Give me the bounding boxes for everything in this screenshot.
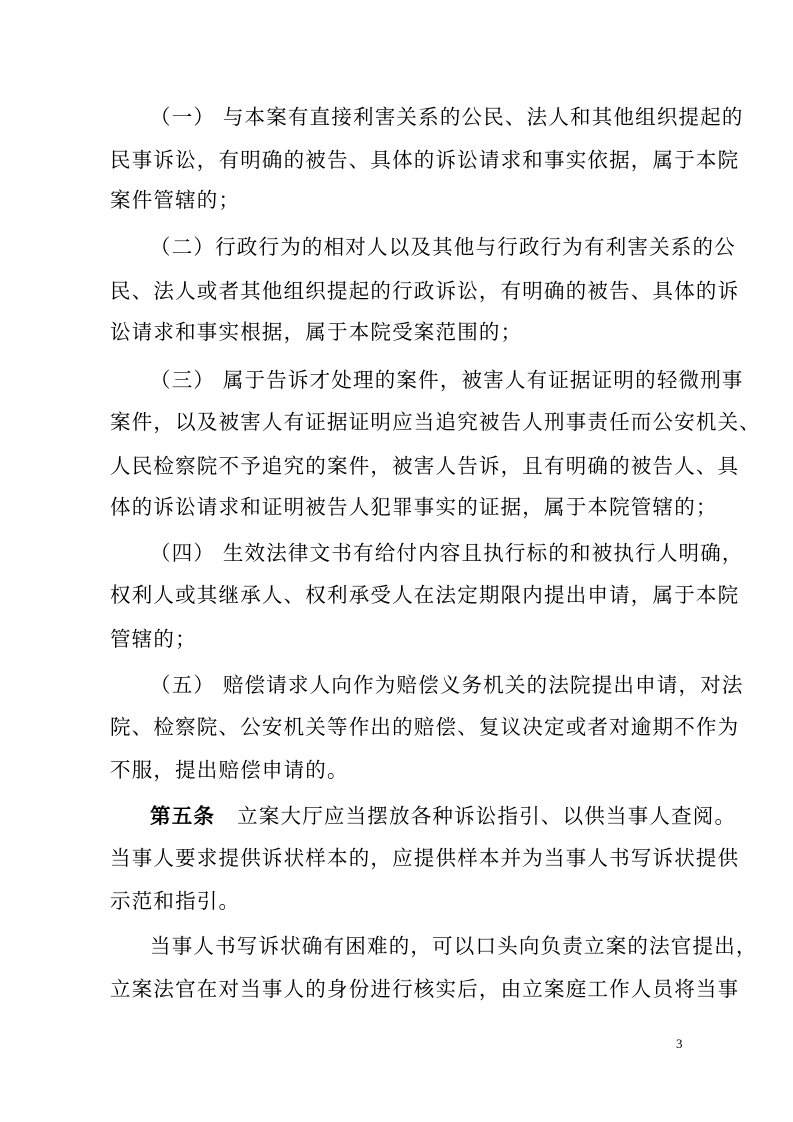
- final-paragraph-line-2: 立案法官在对当事人的身份进行核实后，由立案庭工作人员将当事: [110, 977, 740, 1001]
- final-paragraph-line-1: 当事人书写诉状确有困难的，可以口头向负责立案的法官提出，: [150, 934, 758, 958]
- item-3-line-2: 案件，以及被害人有证据证明应当追究被告人刑事责任而公安机关、: [110, 410, 761, 434]
- item-2-line-1: （二）行政行为的相对人以及其他与行政行为有利害关系的公: [150, 235, 736, 259]
- article-5-line-1: [150, 802, 737, 830]
- item-3-line-4: 体的诉讼请求和证明被告人犯罪事实的证据，属于本院管辖的；: [110, 495, 718, 519]
- article-5-line-1-text: 立案大厅应当摆放各种诉讼指引、以供当事人查阅。: [237, 804, 737, 828]
- item-2-line-3: 讼请求和事实根据，属于本院受案范围的；: [110, 320, 523, 344]
- item-3-line-3: 人民检察院不予追究的案件，被害人告诉，且有明确的被告人、具: [110, 454, 740, 478]
- item-1-line-3: 案件管辖的；: [110, 188, 241, 212]
- item-5-line-3: 不服，提出赔偿申请的。: [110, 758, 349, 782]
- article-5-line-3: 示范和指引。: [110, 889, 241, 913]
- article-5-heading: 第五条: [150, 804, 216, 828]
- item-5-line-1: （五） 赔偿请求人向作为赔偿义务机关的法院提出申请，对法: [150, 673, 744, 697]
- item-5-line-2: 院、检察院、公安机关等作出的赔偿、复议决定或者对逾期不作为: [110, 715, 740, 739]
- item-1-line-1: （一） 与本案有直接利害关系的公民、法人和其他组织提起的: [150, 105, 744, 129]
- item-1-line-2: 民事诉讼，有明确的被告、具体的诉讼请求和事实依据，属于本院: [110, 148, 740, 172]
- item-2-line-2: 民、法人或者其他组织提起的行政诉讼，有明确的被告、具体的诉: [110, 279, 740, 303]
- item-4-line-2: 权利人或其继承人、权利承受人在法定期限内提出申请，属于本院: [110, 583, 740, 607]
- article-5-line-2: 当事人要求提供诉状样本的，应提供样本并为当事人书写诉状提供: [110, 846, 740, 870]
- item-4-line-1: （四） 生效法律文书有给付内容且执行标的和被执行人明确，: [150, 541, 744, 565]
- page-number: 3: [676, 1036, 683, 1051]
- item-4-line-3: 管辖的；: [110, 627, 197, 651]
- item-3-line-1: （三） 属于告诉才处理的案件，被害人有证据证明的轻微刑事: [150, 368, 744, 392]
